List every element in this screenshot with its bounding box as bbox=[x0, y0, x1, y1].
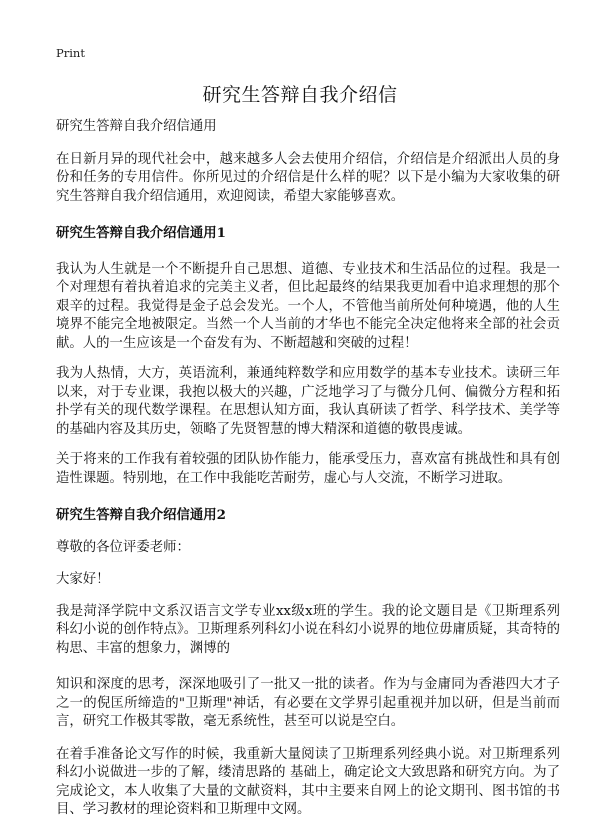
section1-paragraph: 关于将来的工作我有着较强的团队协作能力，能承受压力，喜欢富有挑战性和具有创造性课题。特别地，在工作中我能吃苦耐劳，虚心与人交流，不断学习进取。 bbox=[56, 452, 560, 486]
intro-paragraph: 在日新月异的现代社会中，越来越多人会去使用介绍信，介绍信是介绍派出人员的身份和任务的专用信件。你所见过的介绍信是什么样的呢？以下是小编为大家收集的研究生答辩自我介绍信通用，欢迎阅读，希望大家能够喜欢。 bbox=[56, 151, 560, 204]
document-subtitle: 研究生答辩自我介绍信通用 bbox=[56, 119, 217, 134]
section2-paragraph: 知识和深度的思考，深深地吸引了一批又一批的读者。作为与金庸同为香港四大才子之一的倪匡所缔造的"卫斯理"神话，有必要在文学界引起重视并加以研，但是当前而言，研究工作极其零散，毫无系统性，甚至可以说是空白。 bbox=[56, 677, 560, 729]
salutation: 尊敬的各位评委老师： bbox=[56, 539, 190, 555]
document-body bbox=[56, 118, 560, 820]
section2-paragraph: 我是菏泽学院中文系汉语言文学专业xx级x班的学生。我的论文题目是《卫斯理系列科幻小说的创作特点》。卫斯理系列科幻小说在科幻小说界的地位毋庸质疑，其奇特的构思、丰富的想象力，渊博的 bbox=[56, 603, 560, 656]
section1-paragraph: 我为人热情，大方，英语流利，兼通纯粹数学和应用数学的基本专业技术。读研三年以来，对于专业课，我抱以极大的兴趣，广泛地学习了与微分几何、偏微分方程和拓扑学有关的现代数学课程。在思想认知方面，我认真研读了哲学、科学技术、美学等的基础内容及其历史，领略了先贤智慧的博大精深和道德的敬畏虔诚。 bbox=[56, 366, 560, 437]
section1-paragraph: 我认为人生就是一个不断提升自己思想、道德、专业技术和生活品位的过程。我是一个对理想有着执着追求的完美主义者，但比起最终的结果我更加看中追求理想的那个艰辛的过程。我觉得是金子总会发光。一个人，不管他当前所处何种境遇，他的人生境界不能完全地被限定。当然一个人当前的才华也不能完全决定他将来全部的社会贡献。人的一生应该是一个奋发有为、不断超越和突破的过程！ bbox=[56, 261, 560, 351]
section-heading-1: 研究生答辩自我介绍信通用1 bbox=[56, 225, 227, 241]
page-title: 研究生答辩自我介绍信 bbox=[202, 84, 398, 106]
print-link[interactable]: Print bbox=[56, 46, 85, 60]
section-heading-2: 研究生答辩自我介绍信通用2 bbox=[56, 507, 227, 523]
section2-paragraph: 在着手准备论文写作的时候，我重新大量阅读了卫斯理系列经典小说。对卫斯理系列科幻小说做进一步的了解，缕清思路的 基础上，确定论文大致思路和研究方向。为了完成论文，本人收集了大量的文献资料，其中主要来自网上的论文期刊、图书馆的书目、学习教材的理论资料和卫斯理中文网。 bbox=[56, 746, 560, 817]
greeting: 大家好！ bbox=[56, 572, 110, 587]
